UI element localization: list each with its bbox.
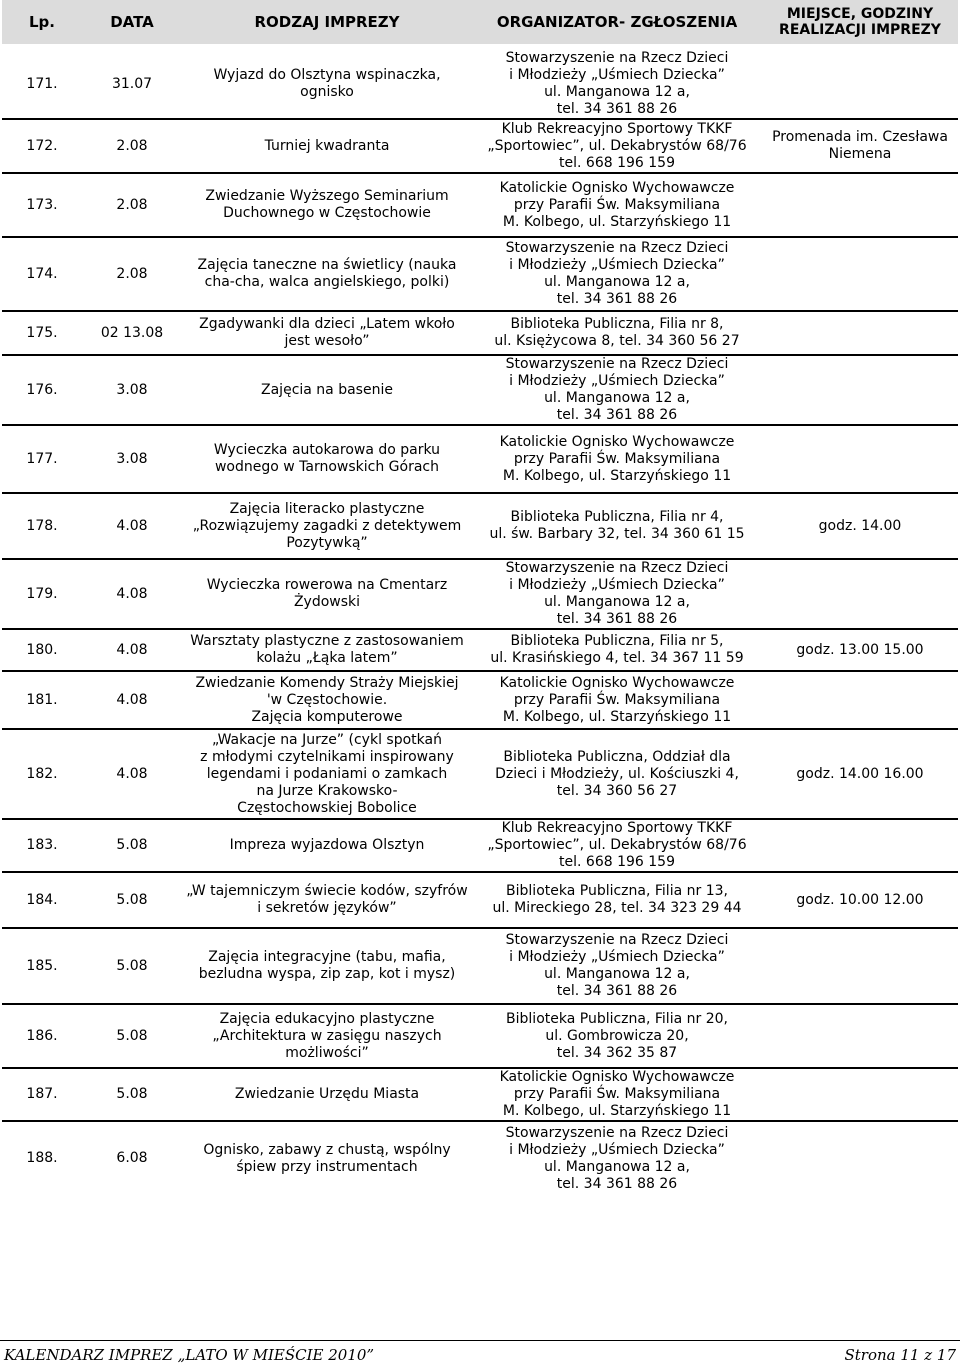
cell-date: 4.08 (82, 493, 182, 559)
cell-place: godz. 14.00 (762, 493, 958, 559)
table-row (2, 819, 958, 872)
table-row (2, 559, 958, 629)
cell-organizer: Biblioteka Publiczna, Filia nr 5, ul. Krasińskiego 4, tel. 34 367 11 59 (472, 629, 762, 671)
cell-event: Wycieczka rowerowa na Cmentarz Żydowski (182, 559, 472, 629)
cell-lp: 186. (2, 1004, 82, 1068)
cell-event: „Wakacje na Jurze” (cykl spotkań z młodymi czytelnikami inspirowany legendami i podaniami o zamkach na Jurze Krakowsko- Częstochowskiej Bobolice (182, 729, 472, 819)
cell-event: Warsztaty plastyczne z zastosowaniem kolażu „Łąka latem” (182, 629, 472, 671)
table-row (2, 173, 958, 237)
cell-place (762, 928, 958, 1004)
cell-place (762, 173, 958, 237)
table-row (2, 119, 958, 173)
cell-date: 02 13.08 (82, 311, 182, 355)
cell-date: 5.08 (82, 1004, 182, 1068)
cell-organizer: Stowarzyszenie na Rzecz Dzieci i Młodzieży „Uśmiech Dziecka” ul. Manganowa 12 a, tel. 34 361 88 26 (505, 50, 729, 117)
cell-date: 3.08 (82, 425, 182, 493)
table-row (2, 1121, 958, 1195)
cell-date: 31.07 (111, 75, 153, 92)
cell-lp: 180. (2, 629, 82, 671)
cell-organizer: Biblioteka Publiczna, Filia nr 13, ul. Mireckiego 28, tel. 34 323 29 44 (472, 872, 762, 928)
cell-date: 5.08 (82, 872, 182, 928)
table-row (2, 237, 958, 311)
cell-event: Zwiedzanie Urzędu Miasta (182, 1068, 472, 1121)
cell-organizer: Klub Rekreacyjno Sportowy TKKF „Sportowiec”, ul. Dekabrystów 68/76 tel. 668 196 159 (472, 819, 762, 872)
cell-organizer: Stowarzyszenie na Rzecz Dzieci i Młodzieży „Uśmiech Dziecka” ul. Manganowa 12 a, tel. 34 361 88 26 (472, 237, 762, 311)
header-organizer: ORGANIZATOR- ZGŁOSZENIA (472, 0, 762, 47)
cell-date: 4.08 (82, 559, 182, 629)
cell-lp: 174. (2, 237, 82, 311)
table-row (2, 671, 958, 729)
table-row (2, 355, 958, 425)
cell-organizer: Biblioteka Publiczna, Filia nr 20, ul. Gombrowicza 20, tel. 34 362 35 87 (472, 1004, 762, 1068)
cell-date: 2.08 (82, 119, 182, 173)
cell-event: Zajęcia taneczne na świetlicy (nauka cha-cha, walca angielskiego, polki) (182, 237, 472, 311)
cell-date: 5.08 (82, 1068, 182, 1121)
cell-date: 6.08 (82, 1121, 182, 1195)
cell-date: 2.08 (82, 237, 182, 311)
cell-organizer: Katolickie Ognisko Wychowawcze przy Parafii Św. Maksymiliana M. Kolbego, ul. Starzyńskiego 11 (472, 671, 762, 729)
cell-place (762, 355, 958, 425)
cell-lp: 188. (2, 1121, 82, 1195)
cell-lp: 176. (2, 355, 82, 425)
cell-place (762, 819, 958, 872)
cell-event: Impreza wyjazdowa Olsztyn (182, 819, 472, 872)
cell-place: godz. 14.00 16.00 (762, 729, 958, 819)
cell-lp: 172. (2, 119, 82, 173)
cell-lp: 183. (2, 819, 82, 872)
table-row (2, 729, 958, 819)
header-event-type: RODZAJ IMPREZY (182, 0, 472, 47)
cell-date: 2.08 (82, 173, 182, 237)
cell-lp: 182. (2, 729, 82, 819)
cell-date: 4.08 (82, 729, 182, 819)
cell-date: 4.08 (82, 671, 182, 729)
cell-date: 3.08 (82, 355, 182, 425)
cell-date: 5.08 (82, 819, 182, 872)
cell-organizer: Stowarzyszenie na Rzecz Dzieci i Młodzieży „Uśmiech Dziecka” ul. Manganowa 12 a, tel. 34 361 88 26 (472, 355, 762, 425)
cell-lp: 175. (2, 311, 82, 355)
cell-organizer: Stowarzyszenie na Rzecz Dzieci i Młodzieży „Uśmiech Dziecka” ul. Manganowa 12 a, tel. 34 361 88 26 (472, 1121, 762, 1195)
table-row (2, 928, 958, 1004)
header-row (2, 0, 958, 47)
cell-event: Zgadywanki dla dzieci „Latem wkoło jest wesoło” (182, 311, 472, 355)
cell-place (762, 425, 958, 493)
table-row (2, 425, 958, 493)
cell-event: Wyjazd do Olsztyna wspinaczka, ognisko (213, 67, 441, 100)
cell-place (762, 559, 958, 629)
header-date: DATA (82, 0, 182, 47)
cell-event: Wycieczka autokarowa do parku wodnego w Tarnowskich Górach (182, 425, 472, 493)
cell-organizer: Stowarzyszenie na Rzecz Dzieci i Młodzieży „Uśmiech Dziecka” ul. Manganowa 12 a, tel. 34 361 88 26 (472, 559, 762, 629)
cell-date: 5.08 (82, 928, 182, 1004)
cell-place (762, 1068, 958, 1121)
cell-event: Zwiedzanie Komendy Straży Miejskiej 'w Częstochowie. Zajęcia komputerowe (182, 671, 472, 729)
cell-organizer: Biblioteka Publiczna, Filia nr 8, ul. Księżycowa 8, tel. 34 360 56 27 (472, 311, 762, 355)
cell-lp: 185. (2, 928, 82, 1004)
cell-organizer: Biblioteka Publiczna, Oddział dla Dzieci i Młodzieży, ul. Kościuszki 4, tel. 34 360 56 27 (472, 729, 762, 819)
cell-event: Ognisko, zabawy z chustą, wspólny śpiew przy instrumentach (182, 1121, 472, 1195)
cell-event: Zajęcia edukacyjno plastyczne „Architektura w zasięgu naszych możliwości” (182, 1004, 472, 1068)
cell-event: Zajęcia literacko plastyczne „Rozwiązujemy zagadki z detektywem Pozytywką” (182, 493, 472, 559)
cell-date: 4.08 (82, 629, 182, 671)
header-lp: Lp. (2, 0, 82, 47)
cell-organizer: Katolickie Ognisko Wychowawcze przy Parafii Św. Maksymiliana M. Kolbego, ul. Starzyńskiego 11 (472, 425, 762, 493)
table-row (2, 1004, 958, 1068)
events-table (2, 0, 958, 1195)
cell-place (762, 1004, 958, 1068)
header-place: MIEJSCE, GODZINY REALIZACJI IMPREZY (762, 0, 958, 47)
cell-place: godz. 10.00 12.00 (762, 872, 958, 928)
cell-lp: 177. (2, 425, 82, 493)
cell-event: Turniej kwadranta (182, 119, 472, 173)
cell-organizer: Stowarzyszenie na Rzecz Dzieci i Młodzieży „Uśmiech Dziecka” ul. Manganowa 12 a, tel. 34 361 88 26 (472, 928, 762, 1004)
cell-organizer: Klub Rekreacyjno Sportowy TKKF „Sportowiec”, ul. Dekabrystów 68/76 tel. 668 196 159 (472, 119, 762, 173)
cell-organizer: Katolickie Ognisko Wychowawcze przy Parafii Św. Maksymiliana M. Kolbego, ul. Starzyńskiego 11 (472, 173, 762, 237)
cell-place (762, 237, 958, 311)
table-row (2, 47, 958, 119)
page-number: Strona 11 z 17 (844, 1346, 956, 1364)
cell-lp: 178. (2, 493, 82, 559)
table-row (2, 311, 958, 355)
table-row (2, 1068, 958, 1121)
table-row (2, 872, 958, 928)
cell-place (762, 311, 958, 355)
cell-place (762, 671, 958, 729)
cell-lp: 181. (2, 671, 82, 729)
cell-place (762, 47, 958, 119)
cell-lp: 179. (2, 559, 82, 629)
footer-divider (0, 1340, 960, 1341)
cell-event: Zajęcia na basenie (182, 355, 472, 425)
cell-lp: 171. (26, 75, 58, 92)
cell-event: Zwiedzanie Wyższego Seminarium Duchownego w Częstochowie (182, 173, 472, 237)
cell-event: „W tajemniczym świecie kodów, szyfrów i sekretów języków” (182, 872, 472, 928)
cell-place: Promenada im. Czesława Niemena (762, 119, 958, 173)
cell-event: Zajęcia integracyjne (tabu, mafia, bezludna wyspa, zip zap, kot i mysz) (182, 928, 472, 1004)
cell-organizer: Biblioteka Publiczna, Filia nr 4, ul. św. Barbary 32, tel. 34 360 61 15 (472, 493, 762, 559)
cell-organizer: Katolickie Ognisko Wychowawcze przy Parafii Św. Maksymiliana M. Kolbego, ul. Starzyńskiego 11 (472, 1068, 762, 1121)
cell-place: godz. 13.00 15.00 (762, 629, 958, 671)
cell-lp: 187. (2, 1068, 82, 1121)
footer-title: KALENDARZ IMPREZ „LATO W MIEŚCIE 2010” (4, 1346, 375, 1364)
table-row (2, 629, 958, 671)
cell-lp: 184. (2, 872, 82, 928)
cell-lp: 173. (2, 173, 82, 237)
table-row (2, 493, 958, 559)
cell-place (762, 1121, 958, 1195)
